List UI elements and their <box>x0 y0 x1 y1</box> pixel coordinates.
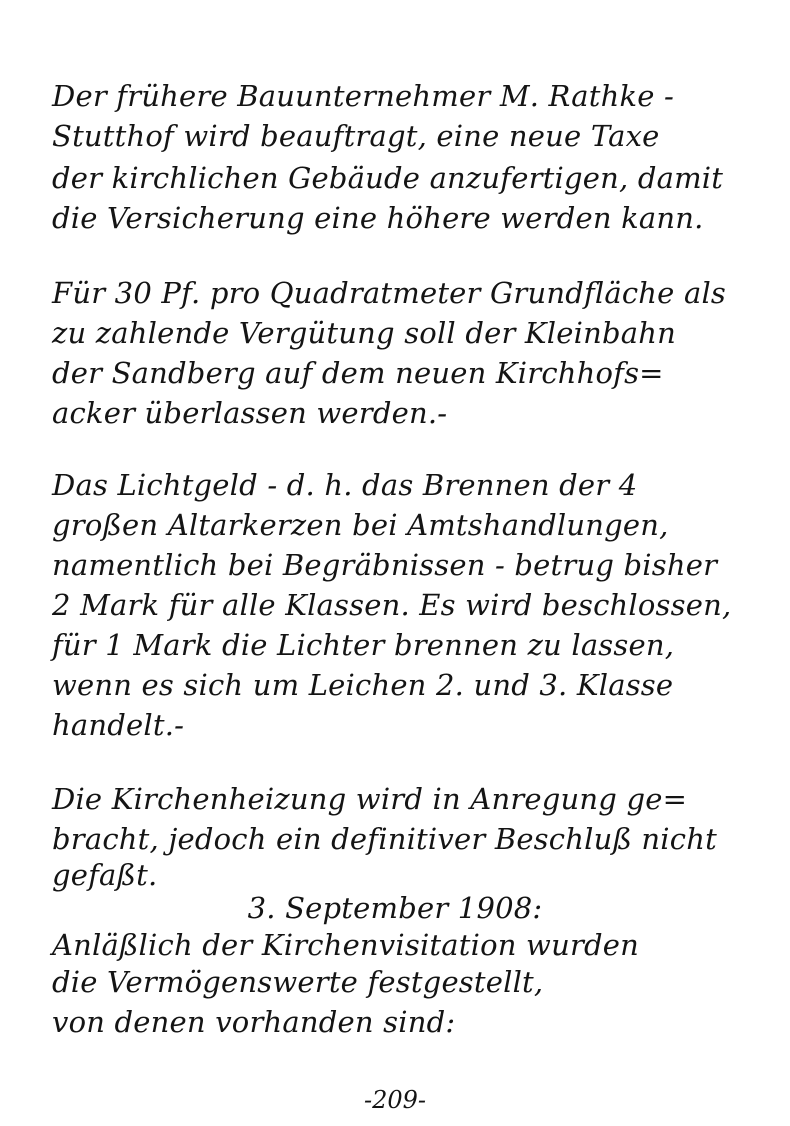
text-line-2: Stutthof wird beauftragt, eine neue Taxe <box>52 119 660 153</box>
text-line-18: gefaßt. <box>52 858 158 892</box>
text-line-6: zu zahlende Vergütung soll der Kleinbahn <box>52 316 676 350</box>
page-number: -209- <box>363 1086 427 1114</box>
text-line-15: handelt.- <box>52 708 185 742</box>
text-line-9: Das Lichtgeld - d. h. das Brennen der 4 <box>52 468 638 502</box>
text-line-21: die Vermögenswerte festgestellt, <box>52 965 544 999</box>
text-line-20: Anläßlich der Kirchenvisitation wurden <box>52 928 640 962</box>
text-line-7: der Sandberg auf dem neuen Kirchhofs= <box>52 356 664 390</box>
text-line-1: Der frühere Bauunternehmer M. Rathke - <box>52 79 675 113</box>
text-line-13: für 1 Mark die Lichter brennen zu lassen, <box>52 628 675 662</box>
text-line-10: großen Altarkerzen bei Amtshandlungen, <box>52 508 669 542</box>
text-line-3: der kirchlichen Gebäude anzufertigen, damit <box>52 161 724 195</box>
date-heading: 3. September 1908: <box>247 891 543 925</box>
text-line-17: bracht, jedoch ein definitiver Beschluß nicht <box>52 822 717 856</box>
text-line-8: acker überlassen werden.- <box>52 396 448 430</box>
text-line-4: die Versicherung eine höhere werden kann. <box>52 201 704 235</box>
text-line-22: von denen vorhanden sind: <box>52 1005 456 1039</box>
text-line-14: wenn es sich um Leichen 2. und 3. Klasse <box>52 668 674 702</box>
text-line-16: Die Kirchenheizung wird in Anregung ge= <box>52 782 688 816</box>
text-line-5: Für 30 Pf. pro Quadratmeter Grundfläche als <box>52 276 727 310</box>
text-line-12: 2 Mark für alle Klassen. Es wird beschlossen, <box>52 588 732 622</box>
text-line-11: namentlich bei Begräbnissen - betrug bisher <box>52 548 718 582</box>
